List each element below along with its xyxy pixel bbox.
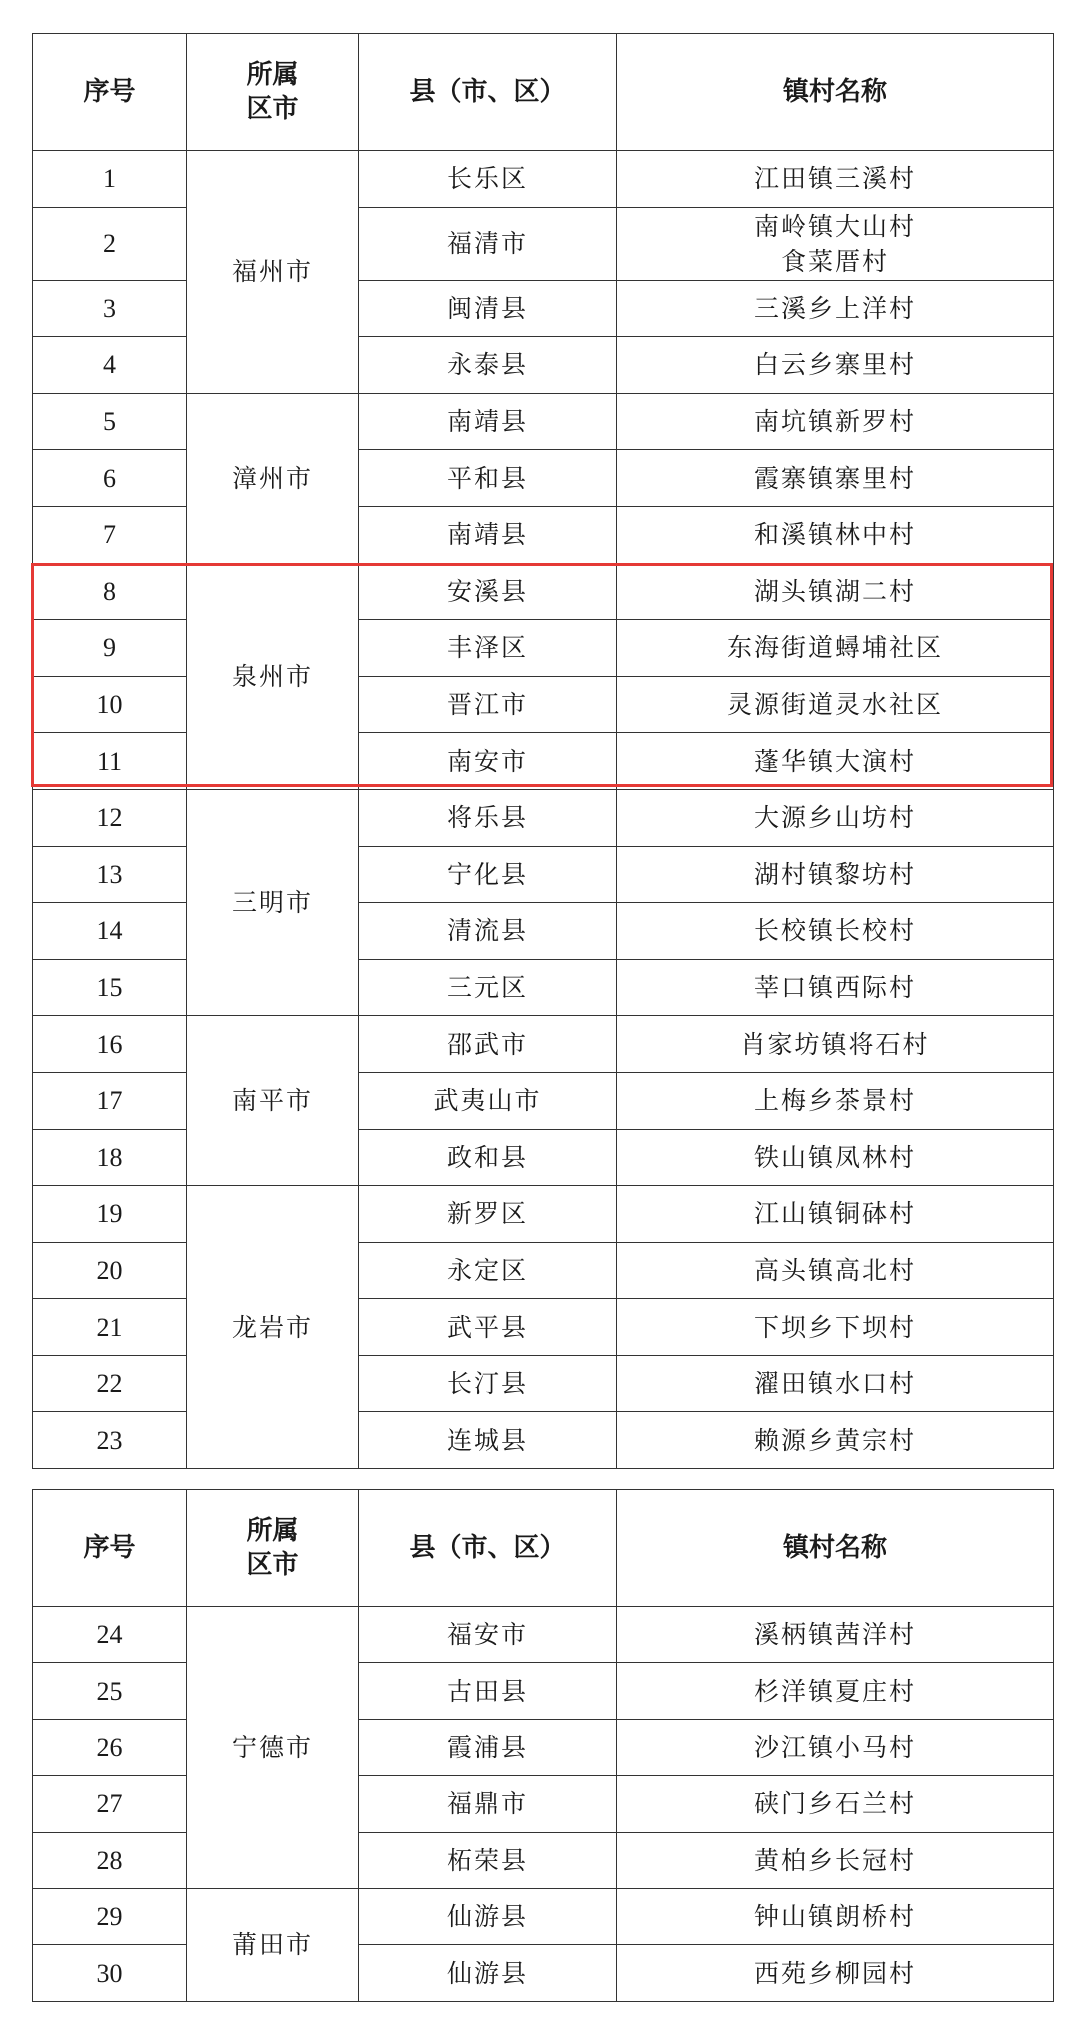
county-cell: 长汀县 bbox=[359, 1355, 617, 1412]
village-cell: 灵源街道灵水社区 bbox=[617, 676, 1054, 733]
table-row bbox=[33, 151, 1054, 208]
table-row bbox=[33, 1186, 1054, 1243]
county-cell: 福鼎市 bbox=[359, 1776, 617, 1832]
city-cell: 漳州市 bbox=[187, 393, 359, 563]
table-row bbox=[33, 903, 1054, 960]
village-cell: 上梅乡茶景村 bbox=[617, 1072, 1054, 1129]
village-cell: 溪柄镇茜洋村 bbox=[617, 1607, 1054, 1663]
table-row bbox=[33, 1832, 1054, 1888]
county-cell: 连城县 bbox=[359, 1412, 617, 1469]
seq-cell: 25 bbox=[33, 1663, 187, 1719]
seq-cell: 3 bbox=[33, 280, 187, 337]
county-cell: 福清市 bbox=[359, 207, 617, 280]
village-cell: 黄柏乡长冠村 bbox=[617, 1832, 1054, 1888]
village-cell: 湖头镇湖二村 bbox=[617, 563, 1054, 620]
table-row bbox=[33, 1945, 1054, 2001]
village-cell: 高头镇高北村 bbox=[617, 1242, 1054, 1299]
table-row bbox=[33, 676, 1054, 733]
village-cell: 南坑镇新罗村 bbox=[617, 393, 1054, 450]
village-cell: 铁山镇凤林村 bbox=[617, 1129, 1054, 1186]
seq-cell: 5 bbox=[33, 393, 187, 450]
village-cell: 东海街道蟳埔社区 bbox=[617, 620, 1054, 677]
table-row bbox=[33, 789, 1054, 846]
seq-cell: 2 bbox=[33, 207, 187, 280]
table-row bbox=[33, 450, 1054, 507]
seq-cell: 26 bbox=[33, 1719, 187, 1775]
county-cell: 丰泽区 bbox=[359, 620, 617, 677]
village-cell: 蓬华镇大演村 bbox=[617, 733, 1054, 790]
table-row bbox=[33, 1129, 1054, 1186]
seq-cell: 10 bbox=[33, 676, 187, 733]
seq-cell: 20 bbox=[33, 1242, 187, 1299]
county-cell: 古田县 bbox=[359, 1663, 617, 1719]
county-cell: 安溪县 bbox=[359, 563, 617, 620]
village-cell: 白云乡寨里村 bbox=[617, 337, 1054, 394]
header-city: 所属 区市 bbox=[187, 1490, 359, 1607]
village-cell: 和溪镇林中村 bbox=[617, 506, 1054, 563]
village-cell: 大源乡山坊村 bbox=[617, 789, 1054, 846]
seq-cell: 8 bbox=[33, 563, 187, 620]
village-cell: 南岭镇大山村 食菜厝村 bbox=[617, 207, 1054, 280]
seq-cell: 22 bbox=[33, 1355, 187, 1412]
table-row bbox=[33, 1888, 1054, 1944]
county-cell: 南安市 bbox=[359, 733, 617, 790]
village-cell: 三溪乡上洋村 bbox=[617, 280, 1054, 337]
seq-cell: 12 bbox=[33, 789, 187, 846]
table-row bbox=[33, 393, 1054, 450]
table-row bbox=[33, 1242, 1054, 1299]
seq-cell: 21 bbox=[33, 1299, 187, 1356]
table-row bbox=[33, 337, 1054, 394]
city-cell: 宁德市 bbox=[187, 1607, 359, 1889]
table-row bbox=[33, 207, 1054, 280]
village-cell: 赖源乡黄宗村 bbox=[617, 1412, 1054, 1469]
village-table-page-1 bbox=[32, 33, 1054, 1469]
county-cell: 福安市 bbox=[359, 1607, 617, 1663]
county-cell: 长乐区 bbox=[359, 151, 617, 208]
village-cell: 莘口镇西际村 bbox=[617, 959, 1054, 1016]
county-cell: 平和县 bbox=[359, 450, 617, 507]
header-city: 所属 区市 bbox=[187, 34, 359, 151]
village-cell: 霞寨镇寨里村 bbox=[617, 450, 1054, 507]
village-cell: 下坝乡下坝村 bbox=[617, 1299, 1054, 1356]
table-row bbox=[33, 959, 1054, 1016]
table-header-row bbox=[33, 34, 1054, 151]
village-cell: 湖村镇黎坊村 bbox=[617, 846, 1054, 903]
table-row bbox=[33, 1607, 1054, 1663]
seq-cell: 16 bbox=[33, 1016, 187, 1073]
county-cell: 晋江市 bbox=[359, 676, 617, 733]
county-cell: 清流县 bbox=[359, 903, 617, 960]
county-cell: 仙游县 bbox=[359, 1945, 617, 2001]
table-row bbox=[33, 846, 1054, 903]
county-cell: 霞浦县 bbox=[359, 1719, 617, 1775]
seq-cell: 4 bbox=[33, 337, 187, 394]
county-cell: 新罗区 bbox=[359, 1186, 617, 1243]
header-county: 县（市、区） bbox=[359, 34, 617, 151]
table-row bbox=[33, 563, 1054, 620]
village-cell: 钟山镇朗桥村 bbox=[617, 1888, 1054, 1944]
seq-cell: 1 bbox=[33, 151, 187, 208]
village-cell: 长校镇长校村 bbox=[617, 903, 1054, 960]
header-village: 镇村名称 bbox=[617, 1490, 1054, 1607]
village-cell: 沙江镇小马村 bbox=[617, 1719, 1054, 1775]
county-cell: 邵武市 bbox=[359, 1016, 617, 1073]
county-cell: 武夷山市 bbox=[359, 1072, 617, 1129]
seq-cell: 18 bbox=[33, 1129, 187, 1186]
table-row bbox=[33, 1663, 1054, 1719]
seq-cell: 17 bbox=[33, 1072, 187, 1129]
table-row bbox=[33, 1072, 1054, 1129]
table-row bbox=[33, 1355, 1054, 1412]
county-cell: 永泰县 bbox=[359, 337, 617, 394]
seq-cell: 30 bbox=[33, 1945, 187, 2001]
table-row bbox=[33, 280, 1054, 337]
header-seq: 序号 bbox=[33, 1490, 187, 1607]
village-cell: 濯田镇水口村 bbox=[617, 1355, 1054, 1412]
seq-cell: 19 bbox=[33, 1186, 187, 1243]
seq-cell: 23 bbox=[33, 1412, 187, 1469]
village-table-page-2 bbox=[32, 1489, 1054, 2002]
seq-cell: 11 bbox=[33, 733, 187, 790]
table-row bbox=[33, 1016, 1054, 1073]
village-cell: 江田镇三溪村 bbox=[617, 151, 1054, 208]
seq-cell: 9 bbox=[33, 620, 187, 677]
city-cell: 南平市 bbox=[187, 1016, 359, 1186]
header-village: 镇村名称 bbox=[617, 34, 1054, 151]
table-row bbox=[33, 1776, 1054, 1832]
county-cell: 闽清县 bbox=[359, 280, 617, 337]
table-row bbox=[33, 620, 1054, 677]
county-cell: 南靖县 bbox=[359, 506, 617, 563]
county-cell: 南靖县 bbox=[359, 393, 617, 450]
village-cell: 肖家坊镇将石村 bbox=[617, 1016, 1054, 1073]
table-row bbox=[33, 506, 1054, 563]
county-cell: 永定区 bbox=[359, 1242, 617, 1299]
seq-cell: 13 bbox=[33, 846, 187, 903]
village-cell: 西苑乡柳园村 bbox=[617, 1945, 1054, 2001]
seq-cell: 14 bbox=[33, 903, 187, 960]
county-cell: 宁化县 bbox=[359, 846, 617, 903]
seq-cell: 7 bbox=[33, 506, 187, 563]
city-cell: 泉州市 bbox=[187, 563, 359, 789]
village-cell: 硖门乡石兰村 bbox=[617, 1776, 1054, 1832]
city-cell: 福州市 bbox=[187, 151, 359, 394]
county-cell: 三元区 bbox=[359, 959, 617, 1016]
header-seq: 序号 bbox=[33, 34, 187, 151]
city-cell: 三明市 bbox=[187, 789, 359, 1015]
table-row bbox=[33, 1299, 1054, 1356]
table-row bbox=[33, 1412, 1054, 1469]
village-cell: 杉洋镇夏庄村 bbox=[617, 1663, 1054, 1719]
county-cell: 柘荣县 bbox=[359, 1832, 617, 1888]
village-cell: 江山镇铜砵村 bbox=[617, 1186, 1054, 1243]
table-header-row bbox=[33, 1490, 1054, 1607]
seq-cell: 24 bbox=[33, 1607, 187, 1663]
table-row bbox=[33, 733, 1054, 790]
county-cell: 将乐县 bbox=[359, 789, 617, 846]
county-cell: 武平县 bbox=[359, 1299, 617, 1356]
seq-cell: 28 bbox=[33, 1832, 187, 1888]
county-cell: 仙游县 bbox=[359, 1888, 617, 1944]
county-cell: 政和县 bbox=[359, 1129, 617, 1186]
city-cell: 龙岩市 bbox=[187, 1186, 359, 1469]
table-row bbox=[33, 1719, 1054, 1775]
header-county: 县（市、区） bbox=[359, 1490, 617, 1607]
seq-cell: 29 bbox=[33, 1888, 187, 1944]
seq-cell: 6 bbox=[33, 450, 187, 507]
city-cell: 莆田市 bbox=[187, 1888, 359, 2001]
seq-cell: 15 bbox=[33, 959, 187, 1016]
seq-cell: 27 bbox=[33, 1776, 187, 1832]
